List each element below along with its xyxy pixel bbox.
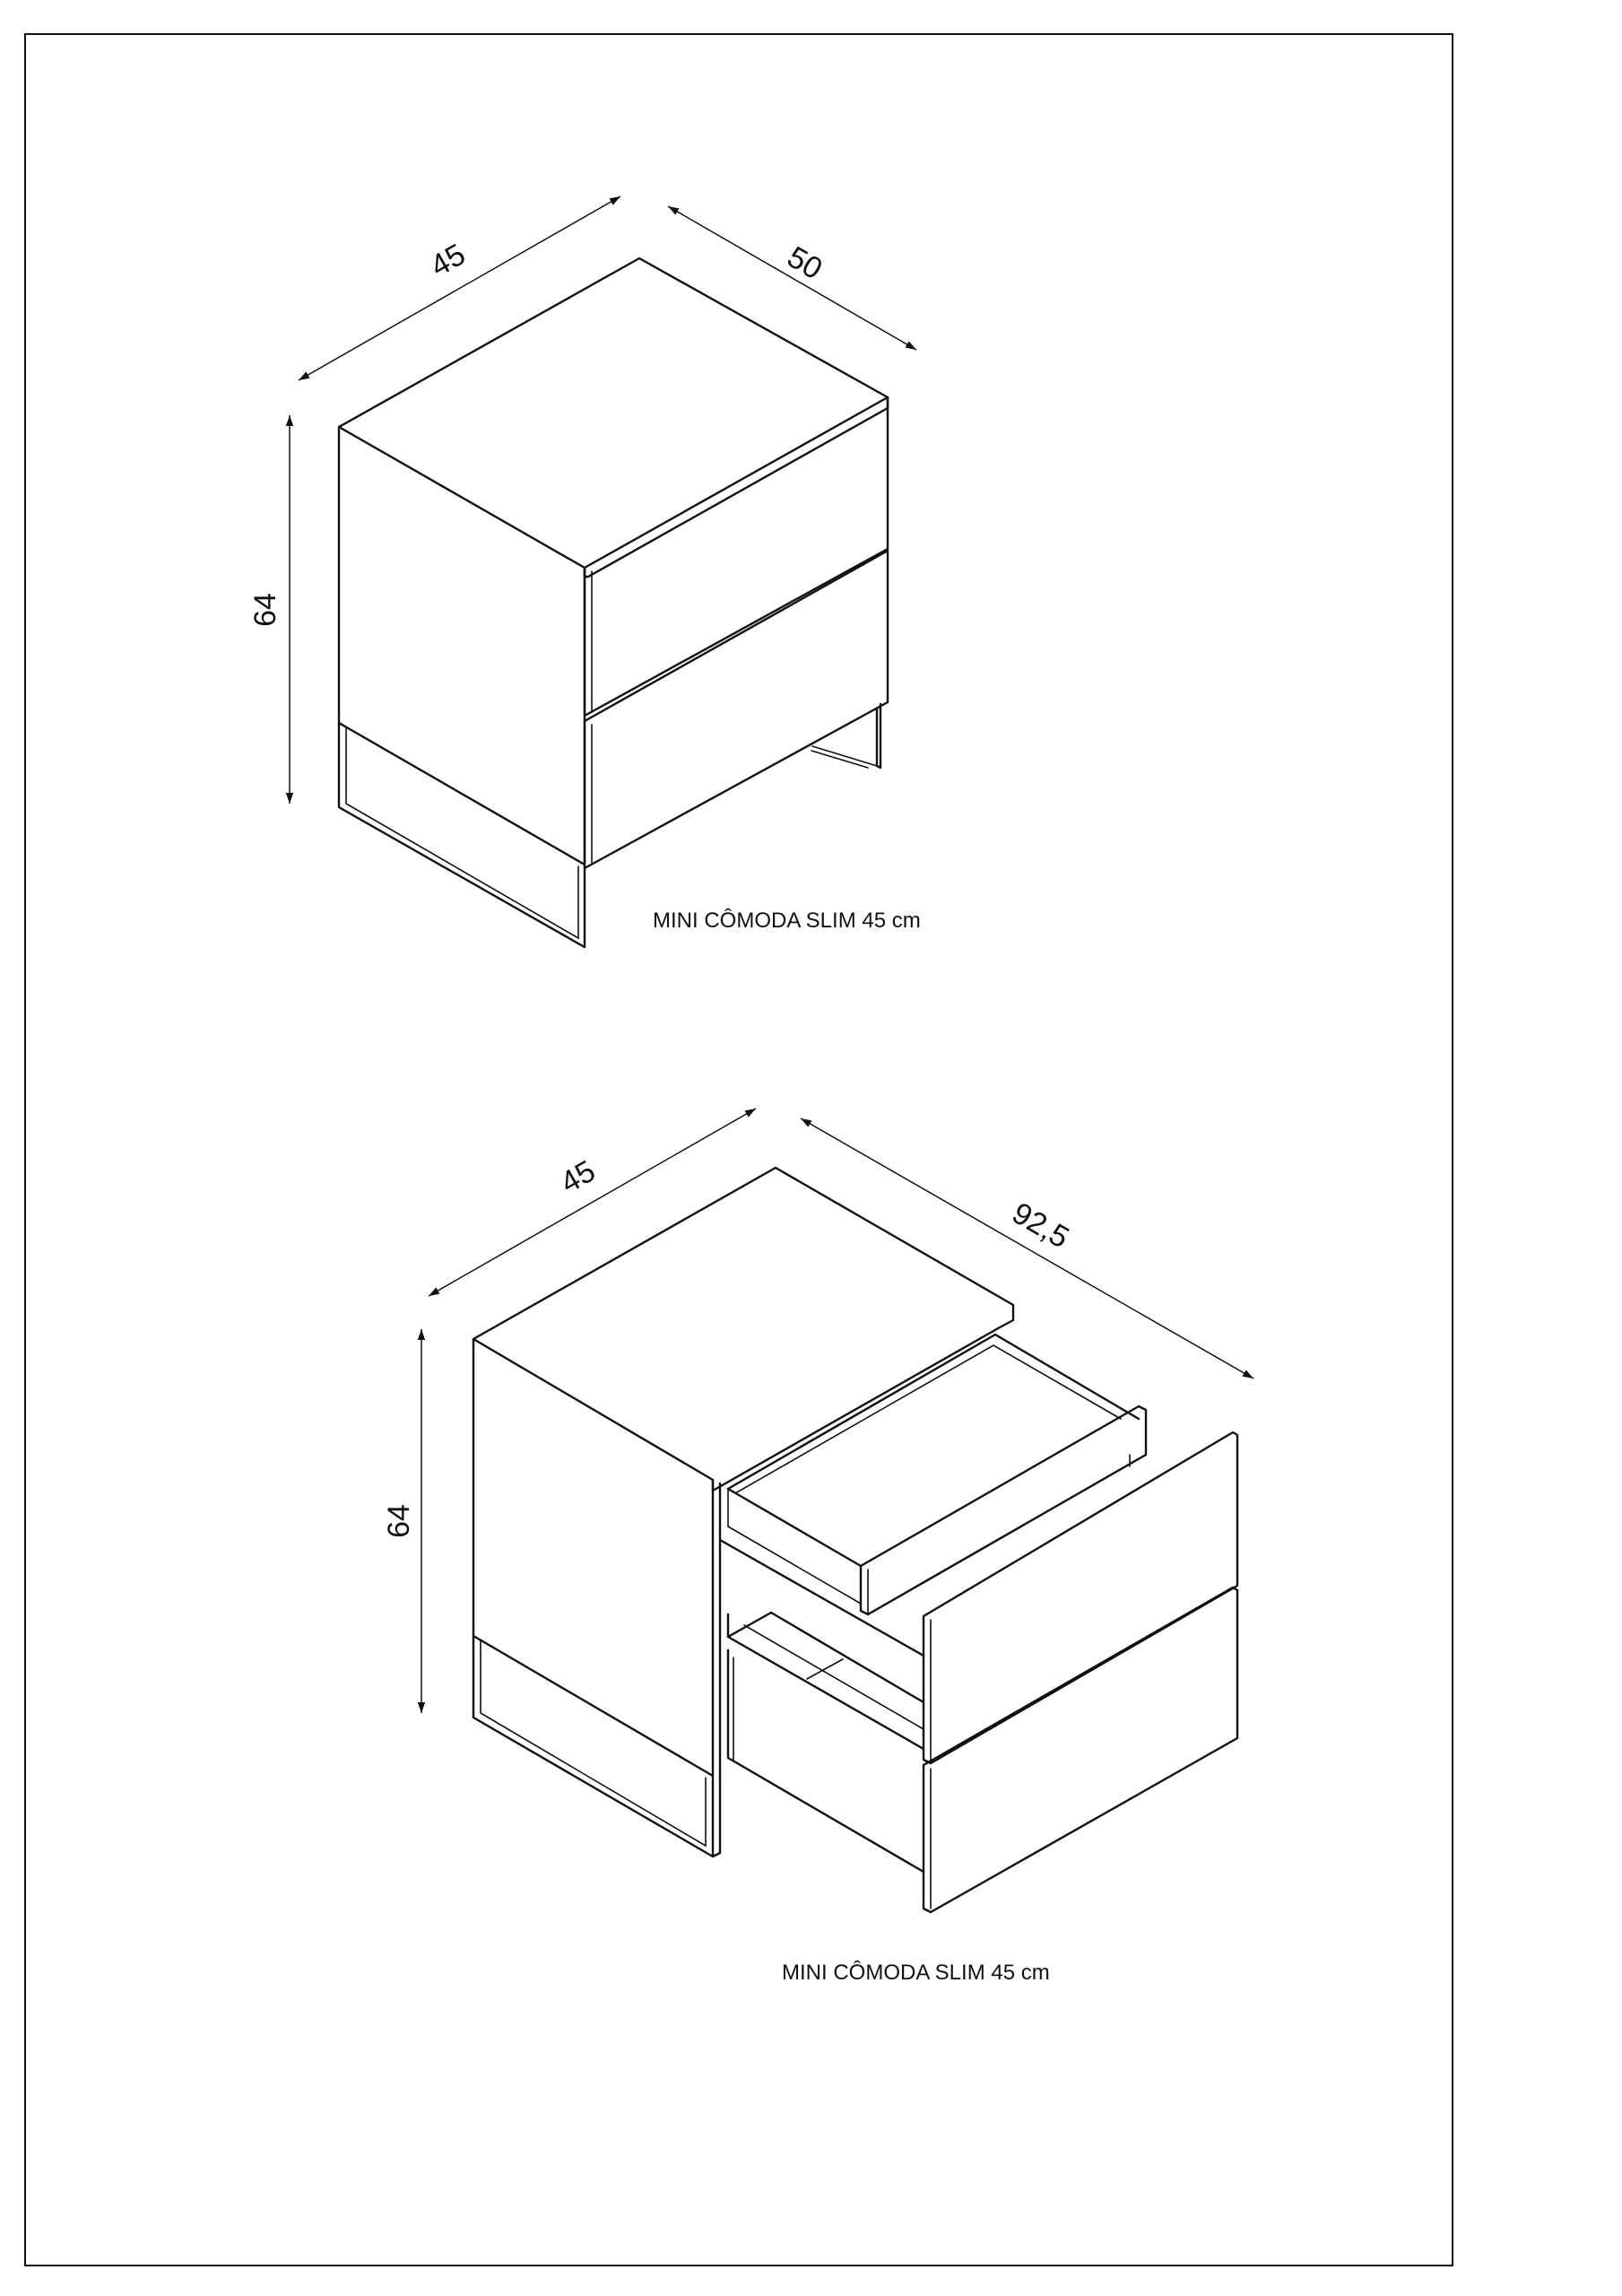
drawing-caption: MINI CÔMODA SLIM 45 cm [653,909,921,933]
dimension-label-width: 45 [424,237,472,284]
dimension-depth [668,206,916,350]
dimension-width [429,1109,756,1296]
drawing-caption: MINI CÔMODA SLIM 45 cm [782,1961,1050,1985]
upper-drawer-front [924,1432,1237,1763]
dimension-label-width: 45 [554,1153,602,1201]
dimension-label-height: 64 [382,1504,416,1538]
open-upper-drawer [728,1335,1146,1614]
dimension-label-depth: 50 [781,239,828,287]
dimension-label-depth: 92,5 [1006,1196,1075,1256]
dimension-depth [801,1118,1253,1378]
closed-dresser-body [339,258,888,947]
open-lower-drawer [720,1540,924,1872]
open-dresser-body [473,1168,1237,1912]
drawing-closed [248,196,921,947]
lower-drawer-front [924,1587,1237,1912]
dimension-label-height: 64 [248,593,282,627]
drawing-open-drawers [382,1109,1253,1985]
dimension-height [382,1329,421,1713]
dimension-width [299,196,620,380]
dimension-height [248,415,290,804]
sheet-border [25,34,1453,2266]
